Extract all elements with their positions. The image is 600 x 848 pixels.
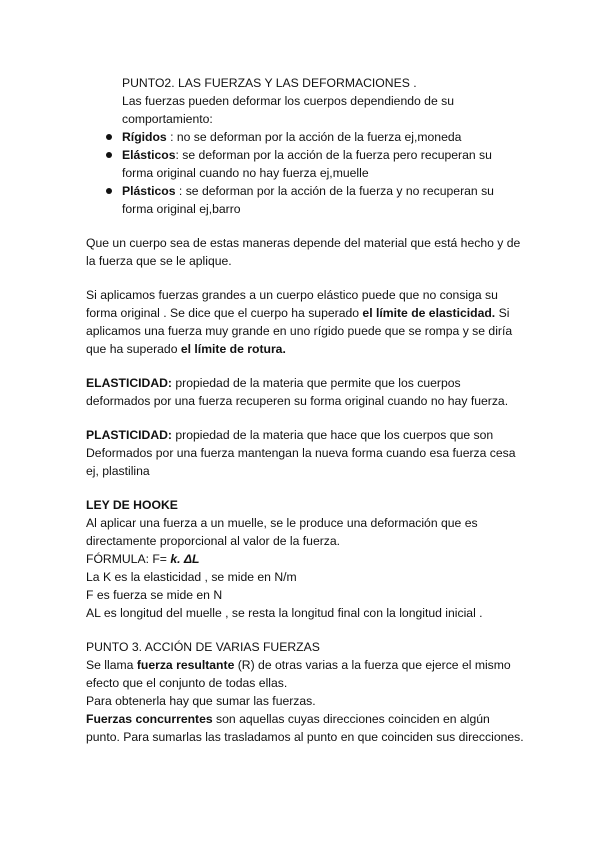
concurrentes-text: son aquellas cuyas direcciones coinciden en algún punto. Para sumarlas las trasladamos al punto en que coinciden sus direcciones. xyxy=(86,712,524,744)
resultante-pre: Se llama xyxy=(86,658,137,672)
resultante-post: (R) de otras varias a la fuerza que ejerce el mismo efecto que el conjunto de todas ellas. xyxy=(86,658,511,690)
section-punto2 xyxy=(86,74,526,128)
hooke-formula xyxy=(86,550,526,568)
limite-elasticidad-term: el límite de elasticidad. xyxy=(362,306,496,320)
hooke-line-k: La K es la elasticidad , se mide en N/m xyxy=(86,570,297,584)
paragraph-plasticidad xyxy=(86,426,526,480)
punto2-title: PUNTO2. LAS FUERZAS Y LAS DEFORMACIONES . xyxy=(122,76,417,90)
punto3-paragraph-3 xyxy=(86,710,526,746)
plasticidad-definition: propiedad de la materia que hace que los cuerpos que son Deformados por una fuerza mantengan la nueva forma cuando esa fuerza cesa ej, plastilina xyxy=(86,428,516,478)
term-plasticos: Plásticos xyxy=(122,184,176,198)
limite-rotura-term: el límite de rotura. xyxy=(180,342,286,356)
list-item-plasticos xyxy=(122,182,526,218)
text-rigidos: : no se deforman por la acción de la fuerza ej,moneda xyxy=(170,130,462,144)
deformation-types-list xyxy=(86,128,526,218)
hooke-line-f: F es fuerza se mide en N xyxy=(86,588,223,602)
term-elasticos: Elásticos xyxy=(122,148,176,162)
text-elasticos: : se deforman por la acción de la fuerza pero recuperan su forma original cuando no hay fuerza ej,muelle xyxy=(122,148,492,180)
punto3-paragraph-1 xyxy=(86,656,526,692)
section-punto3 xyxy=(86,638,526,746)
formula-expression: k. ΔL xyxy=(170,552,200,566)
punto3-paragraph-2: Para obtenerla hay que sumar las fuerzas. xyxy=(86,694,316,708)
limite-text-2: Si aplicamos una fuerza muy grande en uno rígido puede que se rompa y se diría que ha superado xyxy=(86,306,513,356)
list-item-elasticos xyxy=(122,146,526,182)
term-rigidos: Rígidos xyxy=(122,130,167,144)
elasticidad-definition: propiedad de la materia que permite que los cuerpos deformados por una fuerza recuperen su forma original cuando no hay fuerza. xyxy=(86,376,509,408)
punto2-intro: Las fuerzas pueden deformar los cuerpos dependiendo de su comportamiento: xyxy=(122,94,454,126)
document-page xyxy=(86,74,526,746)
hooke-line-l: AL es longitud del muelle , se resta la longitud final con la longitud inicial . xyxy=(86,606,483,620)
paragraph-material: Que un cuerpo sea de estas maneras depende del material que está hecho y de la fuerza que se le aplique. xyxy=(86,236,521,268)
hooke-text: Al aplicar una fuerza a un muelle, se le produce una deformación que es directamente proporcional al valor de la fuerza. xyxy=(86,516,478,548)
resultante-term: fuerza resultante xyxy=(136,658,235,672)
section-hooke xyxy=(86,496,526,622)
formula-label: FÓRMULA: F= xyxy=(86,552,171,566)
list-item-rigidos xyxy=(122,128,526,146)
hooke-title: LEY DE HOOKE xyxy=(86,498,178,512)
paragraph-limites xyxy=(86,286,526,358)
elasticidad-term: ELASTICIDAD: xyxy=(86,376,172,390)
paragraph-elasticidad xyxy=(86,374,526,410)
limite-text-1: Si aplicamos fuerzas grandes a un cuerpo elástico puede que no consiga su forma original . Se dice que el cuerpo ha superado xyxy=(86,288,498,320)
punto3-title: PUNTO 3. ACCIÓN DE VARIAS FUERZAS xyxy=(86,640,320,654)
text-plasticos: : se deforman por la acción de la fuerza y no recuperan su forma original ej,barro xyxy=(122,184,494,216)
concurrentes-term: Fuerzas concurrentes xyxy=(86,712,213,726)
plasticidad-term: PLASTICIDAD: xyxy=(86,428,172,442)
